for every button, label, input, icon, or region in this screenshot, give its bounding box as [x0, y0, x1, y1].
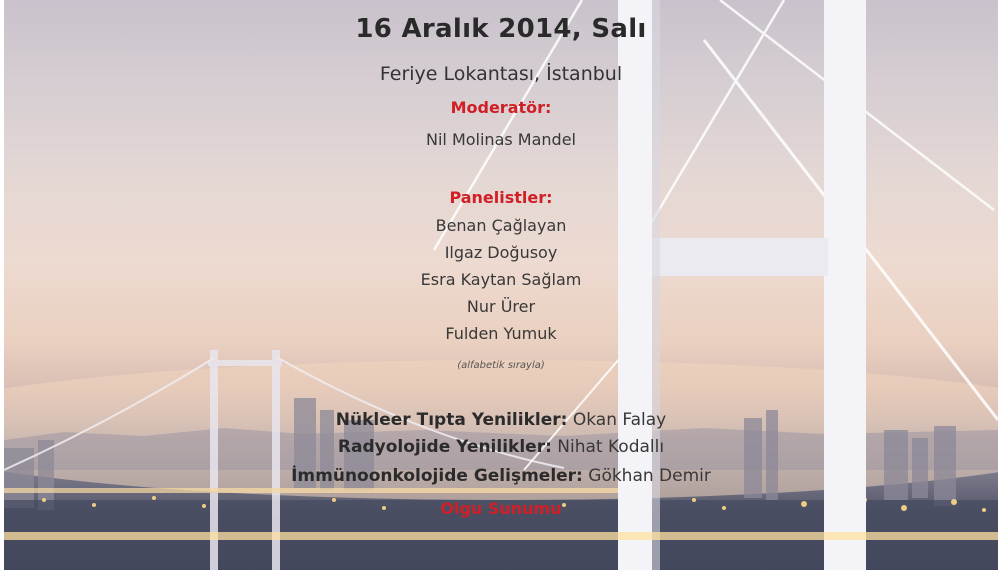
talk-topic: Radyolojide Yenilikler: — [337, 437, 552, 457]
talk-speaker: Nihat Kodallı — [557, 437, 665, 457]
talk-item — [4, 466, 998, 486]
poster-text — [4, 0, 998, 570]
panelists-heading: Panelistler: — [449, 188, 553, 207]
alphabetical-note: (alfabetik sırayla) — [457, 360, 545, 371]
talk-topic: İmmünoonkolojide Gelişmeler: — [291, 466, 583, 486]
panelist-name: Fulden Yumuk — [445, 324, 557, 343]
panelist-name: Esra Kaytan Sağlam — [420, 270, 582, 289]
event-venue: Feriye Lokantası, İstanbul — [379, 63, 623, 85]
panelist-name: Benan Çağlayan — [435, 216, 567, 235]
moderator-heading: Moderatör: — [450, 98, 552, 117]
talk-speaker: Gökhan Demir — [588, 466, 711, 486]
case-presentation-heading: Olgu Sunumu — [440, 499, 562, 518]
talk-topic: Nükleer Tıpta Yenilikler: — [335, 410, 568, 430]
panelist-name: Nur Ürer — [466, 297, 536, 316]
moderator-name: Nil Molinas Mandel — [426, 130, 576, 149]
talk-speaker: Okan Falay — [572, 410, 667, 430]
talk-item — [4, 437, 998, 457]
event-date: 16 Aralık 2014, Salı — [355, 14, 647, 44]
panelist-name: Ilgaz Doğusoy — [444, 243, 558, 262]
event-poster — [4, 0, 998, 570]
talk-item — [4, 410, 998, 430]
